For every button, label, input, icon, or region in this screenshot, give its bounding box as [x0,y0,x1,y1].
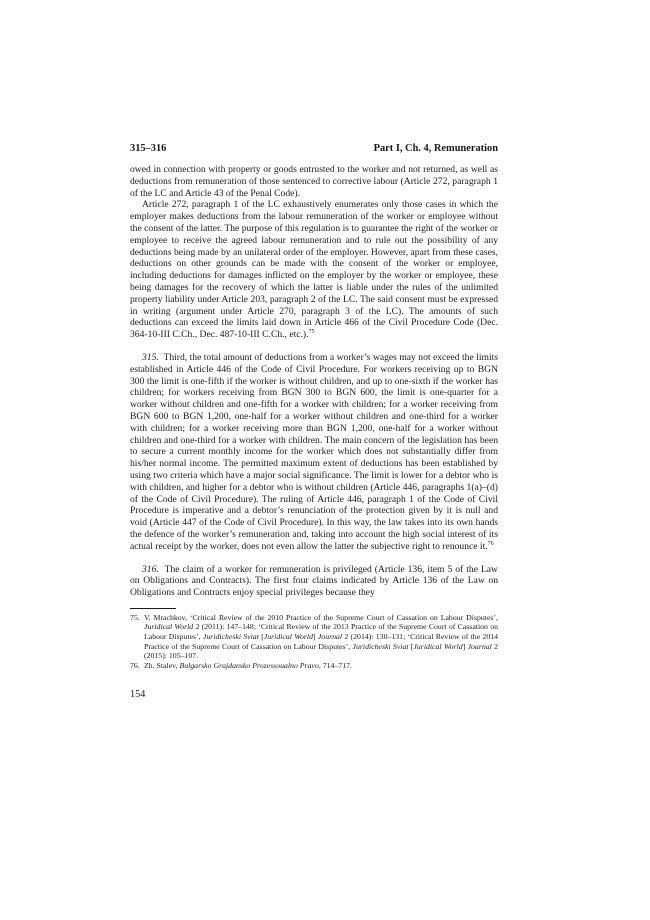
footnote-text: Zh. Stalev, Bulgarsko Grajdansko Prozessoualno Pravo, 714–717. [144,660,352,670]
footnote-ref-76: 76 [487,540,494,547]
chapter-title: Part I, Ch. 4, Remuneration [373,143,498,154]
paragraph-number: 315. [142,351,159,363]
footnote-text: V. Mrachkov, ‘Critical Review of the 2010 Practice of the Supreme Court of Cassation on Labour Disputes’, Juridical World 2 (2011): 147–148; ‘Critical Review of the 2013 Practice of the Supreme Court of Cassation on Labour Disputes’, Juridicheski Sviat [Juridical World] Journal 2 (2014): 130–131; ‘Critical Review of the 2014 Practice of the Supreme Court of Cassation on Labour Disputes’, Juridicheski Sviat [Juridical World] Journal 2 (2015): 105–107. [144,612,499,661]
footnote-76 [130,661,498,671]
running-header [130,142,498,155]
paragraph-range: 315–316 [130,143,167,154]
page-number: 154 [130,689,146,701]
paragraph-316: 316. The claim of a worker for remuneration is privileged (Article 136, item 5 of the Law on Obligations and Contracts). The first four claims indicated by Article 136 of the Law on Obligations and Contracts enjoy special privileges because they [130,563,498,599]
footnote-divider [130,608,176,609]
footnote-number: 75. [130,612,140,622]
paragraph-article-272: Article 272, paragraph 1 of the LC exhaustively enumerates only those cases in which the employer makes deductions from the labour remuneration of the worker or employee without the consent of the latter. The purpose of this regulation is to guarantee the right of the worker or employee to receive the agreed labour remuneration and to rule out the possibility of any deductions being made by an unilateral order of the employer. However, apart from these cases, deductions on other grounds can be made with the consent of the worker or employee, including deductions for damages inflicted on the employer by the worker or employee, these being damages for the recovery of which the latter is liable under the rules of the unlimited property liability under Article 203, paragraph 2 of the LC. The said consent must be expressed in writing (argument under Article 270, paragraph 3 of the LC). The amounts of such deductions can exceed the limits laid down in Article 466 of the Civil Procedure Code (Dec. 364-10-III C.Ch., Dec. 487-10-III C.Ch., etc.).$^{75}$ [130,199,498,341]
footnote-75 [130,613,498,661]
footnote-number: 76. [130,660,140,670]
footnote-ref-75: 75 [308,329,315,336]
paragraph-number: 316. [142,563,159,575]
book-page [130,142,498,700]
paragraph-315: 315. Third, the total amount of deductions from a worker’s wages may not exceed the limits established in Article 446 of the Code of Civil Procedure. For workers receiving up to BGN 300 the limit is one-fifth if the worker is without children, and up to one-sixth if the worker has children; for workers receiving from BGN 300 to BGN 600, the limit is one-quarter for a worker without children and one-fifth for a worker with children; for a worker receiving from BGN 600 to BGN 1,200, one-half for a worker without children and one-third for a worker with children; for a worker receiving more than BGN 1,200, one-half for a worker without children and one-third for a worker with children. The main concern of the legislation has been to secure a current monthly income for the worker which does not substantially differ from his/her normal income. The permitted maximum extent of deductions has been established by using two criteria which have a major social significance. The limit is lower for a debtor who is with children, and higher for a debtor who is without children (Article 446, paragraphs 1(a)–(d) of the Code of Civil Procedure). The ruling of Article 446, paragraph 1 of the Code of Civil Procedure is imperative and a debtor’s renunciation of the protection given by it is null and void (Article 447 of the Code of Civil Procedure). In this way, the law takes into its own hands the defence of the worker’s remuneration and, taking into account the high social interest of its actual receipt by the worker, does not even allow the latter the subjective right to renounce it.$^{76}$ [130,351,499,552]
paragraph-continuation: owed in connection with property or goods entrusted to the worker and not returned, as well as deductions from remuneration of those sentenced to corrective labour (Article 272, paragraph 1 of the LC and Article 43 of the Penal Code). [130,164,498,199]
